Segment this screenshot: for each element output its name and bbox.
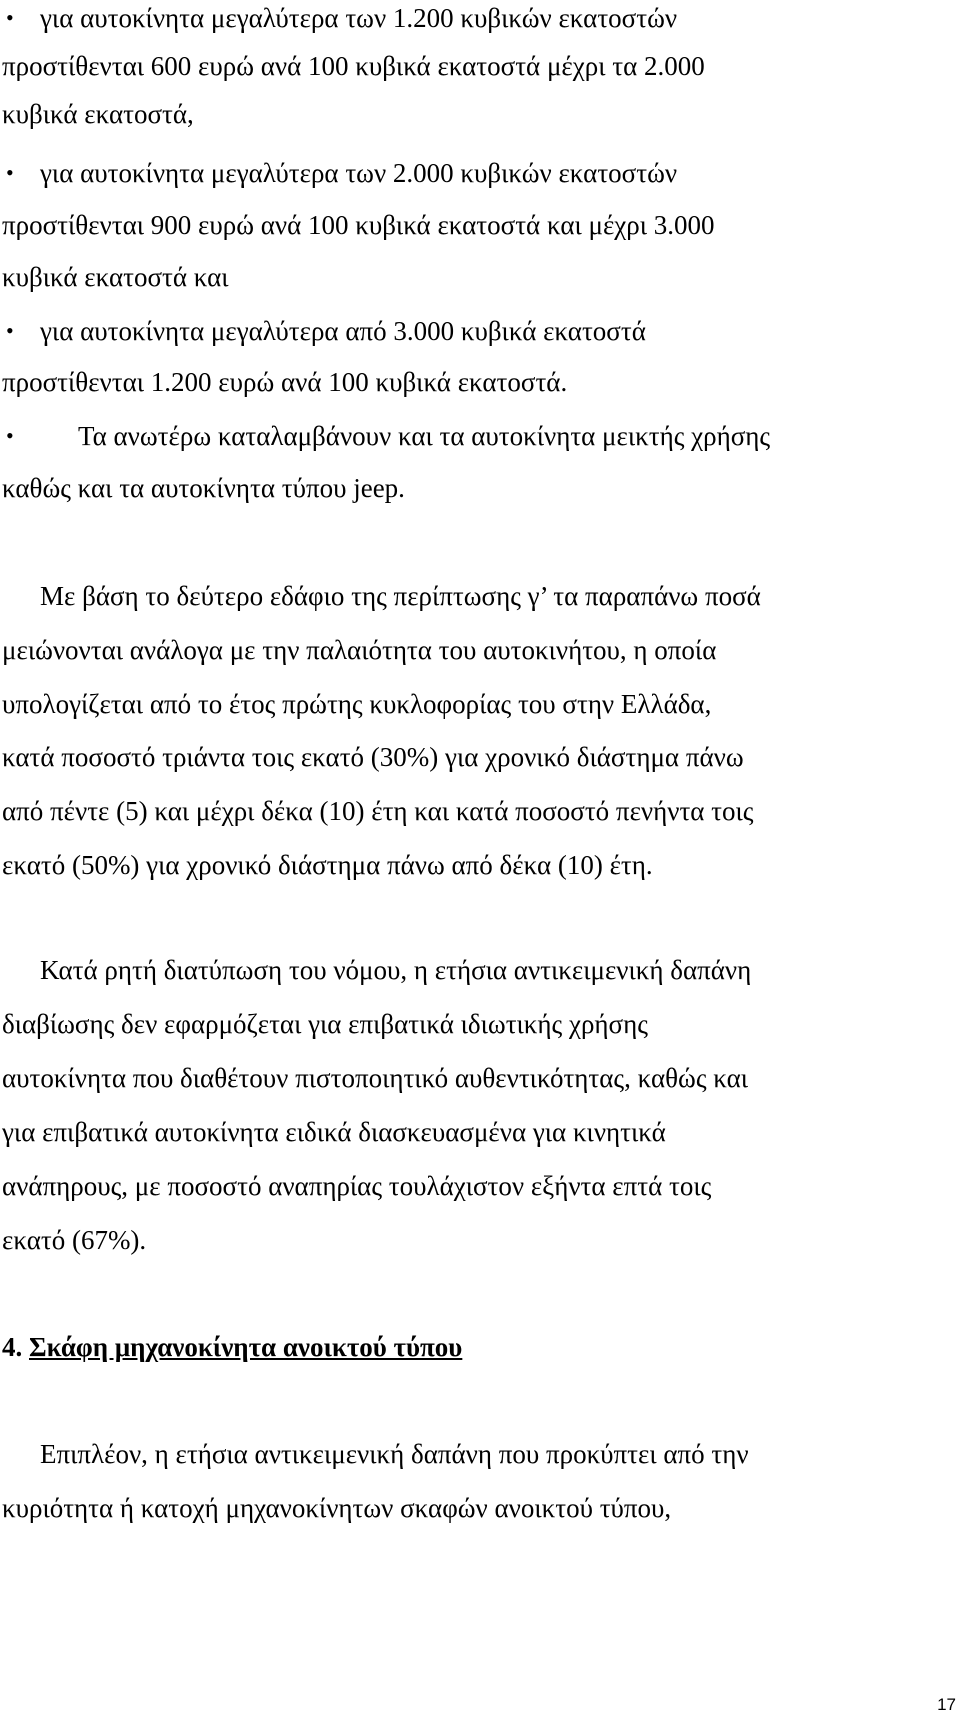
bullet-marker: • (6, 318, 14, 343)
paragraph-2-line-1: Κατά ρητή διατύπωση του νόμου, η ετήσια αντικειμενική δαπάνη (40, 955, 752, 985)
section-heading (2, 1329, 462, 1365)
paragraph-3-line-1: Επιπλέον, η ετήσια αντικειμενική δαπάνη που προκύπτει από την (40, 1439, 749, 1469)
paragraph-2-line-2: διαβίωσης δεν εφαρμόζεται για επιβατικά ιδιωτικής χρήσης (2, 1009, 648, 1039)
paragraph-2-line-5: ανάπηρους, με ποσοστό αναπηρίας τουλάχιστον εξήντα επτά τοις (2, 1171, 712, 1201)
bullet-2-line-1: για αυτοκίνητα μεγαλύτερα των 2.000 κυβικών εκατοστών (40, 158, 678, 188)
paragraph-1-line-4: κατά ποσοστό τριάντα τοις εκατό (30%) για χρονικό διάστημα πάνω (2, 742, 744, 772)
paragraph-1-line-1: Με βάση το δεύτερο εδάφιο της περίπτωσης γ’ τα παραπάνω ποσά (40, 581, 761, 611)
section-title: Σκάφη μηχανοκίνητα ανοικτού τύπου (29, 1332, 463, 1362)
bullet-marker: • (6, 423, 14, 448)
section-number: 4. (2, 1332, 23, 1362)
paragraph-1-line-3: υπολογίζεται από το έτος πρώτης κυκλοφορίας του στην Ελλάδα, (2, 689, 712, 719)
paragraph-2-line-4: για επιβατικά αυτοκίνητα ειδικά διασκευασμένα για κινητικά (2, 1117, 666, 1147)
bullet-1-line-3: κυβικά εκατοστά, (2, 99, 194, 129)
bullet-marker: • (6, 160, 14, 185)
page-number: 17 (937, 1695, 956, 1714)
bullet-3-line-2: προστίθενται 1.200 ευρώ ανά 100 κυβικά εκατοστά. (2, 367, 568, 397)
bullet-1-line-1: για αυτοκίνητα μεγαλύτερα των 1.200 κυβικών εκατοστών (40, 3, 678, 33)
bullet-1-line-2: προστίθενται 600 ευρώ ανά 100 κυβικά εκατοστά μέχρι τα 2.000 (2, 51, 705, 81)
paragraph-1-line-6: εκατό (50%) για χρονικό διάστημα πάνω από δέκα (10) έτη. (2, 850, 653, 880)
paragraph-1-line-2: μειώνονται ανάλογα με την παλαιότητα του αυτοκινήτου, η οποία (2, 635, 717, 665)
bullet-2-line-2: προστίθενται 900 ευρώ ανά 100 κυβικά εκατοστά και μέχρι 3.000 (2, 210, 715, 240)
paragraph-2-line-3: αυτοκίνητα που διαθέτουν πιστοποιητικό αυθεντικότητας, καθώς και (2, 1063, 749, 1093)
bullet-4-line-1: Τα ανωτέρω καταλαμβάνουν και τα αυτοκίνητα μεικτής χρήσης (78, 421, 771, 451)
bullet-4-line-2: καθώς και τα αυτοκίνητα τύπου jeep. (2, 473, 405, 503)
paragraph-3-line-2: κυριότητα ή κατοχή μηχανοκίνητων σκαφών ανοικτού τύπου, (2, 1493, 672, 1523)
bullet-marker: • (6, 5, 14, 30)
bullet-3-line-1: για αυτοκίνητα μεγαλύτερα από 3.000 κυβικά εκατοστά (40, 316, 646, 346)
paragraph-1-line-5: από πέντε (5) και μέχρι δέκα (10) έτη και κατά ποσοστό πενήντα τοις (2, 796, 754, 826)
bullet-2-line-3: κυβικά εκατοστά και (2, 262, 229, 292)
paragraph-2-line-6: εκατό (67%). (2, 1225, 147, 1255)
